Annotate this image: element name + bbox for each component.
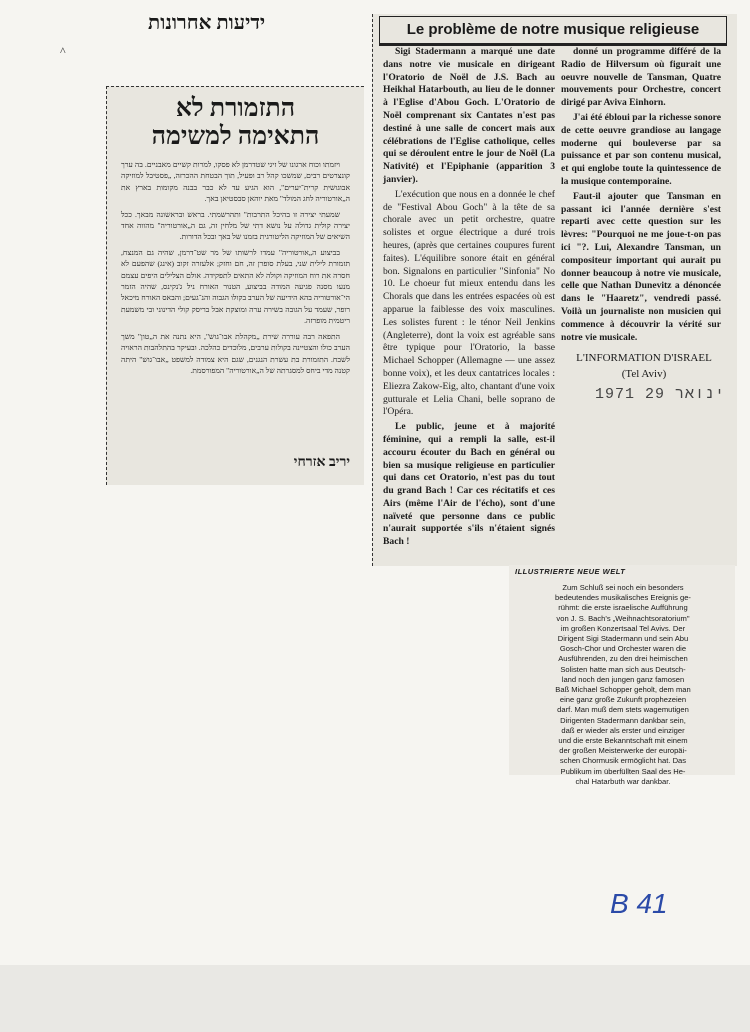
french-clipping: [372, 14, 737, 566]
german-line: land noch den jungen ganz famosen: [561, 674, 685, 684]
french-paragraph: Le public, jeune et à majorité féminine, qui a rempli la salle, est-il accouru écouter du Bach en général ou bien sa musique religieuse en particulier qui dans cet Oratorio, n'est pas du tout du grand Bach ! Car ces récitatifs et ces Airs (même l'Air de l'écho), sont d'une naïveté que personne dans ce public n'aurait supportée s'ils n'étaient signés Bach !: [383, 421, 555, 548]
french-paragraph: J'ai été ébloui par la richesse sonore de cette oeuvre grandiose au langage moderne qui bouleverse par sa puissance et par son contenu musical, et qui englobe toute la quintessence de la musique contemporaine.: [561, 111, 721, 187]
german-line: Ausführenden, zu den drei heimischen: [558, 654, 688, 664]
hebrew-clipping: [106, 86, 364, 485]
german-line: im großen Konzertsaal Tel Avivs. Der: [560, 623, 686, 633]
hebrew-paragraph: בביצוע ה„אורטוריה" עמדו לרשותו של מר שט־דרמן, שהיה גם המנצח, תזמורת לילית שני, בעלת סופרן זה, חם וחזק; אלעזרה זקוב (אינג) שהפעם לא חסרה את רוח המוזיקה וקולה לא התאים לתפקידה. אולם הצלילים היפים עצמם מנעו מסנה פגיעה המודה בביצוע, הטנור האורח ניל ג'נקינס, שהיה הזמר הי־אורטוריה בהא הידיעה של הערב בקולו הגבוה והנ־געים; והבאס האורח מיכאל רופר, שעמד על הגובה בשירה ערה ומוצקת אבל בריסק קולי הדינוני ובי משמעת ריטמית מופרזה.: [121, 247, 350, 326]
german-line: darf. Man muß dem stets wagemutigen: [557, 705, 689, 715]
german-line: Solisten hatte man sich aus Deutsch-: [560, 664, 686, 674]
corner-mark: ^: [60, 44, 66, 58]
hebrew-headline: [117, 95, 354, 151]
date-stamp: 1971 ינואר 29: [595, 386, 726, 403]
german-line: von J. S. Bach's „Weihnachtsoratorium": [556, 613, 690, 623]
source-name: L'INFORMATION D'ISRAEL: [576, 352, 712, 364]
german-line: Publikum im überfüllten Saal des He-: [560, 766, 686, 776]
german-line: rühmt: die erste israelische Aufführung: [558, 603, 688, 613]
french-paragraph: Sigi Stadermann a marqué une date dans notre vie musicale en dirigeant l'Oratorio de Noël de J.S. Bach au Heikhal Hatarbouth, au lieu de le donner à l'Eglise d'Abou Goch. L'Oratorio de Noël comprenant six Cantates n'est pas destiné à une salle de concert mais aux célébrations de l'Eglise catholique, celles qui se déroulent entre le jour de Noël (La Nativité) et l'Epiphanie (apparition 3 janvier).: [383, 46, 555, 185]
source-city: (Tel Aviv): [621, 368, 667, 380]
hebrew-headline-line1: התזמורת לא: [175, 95, 296, 122]
german-line: Baß Michael Schopper geholt, dem man: [555, 685, 691, 695]
french-paragraph: Faut-il ajouter que Tansman en passant ici l'année dernière s'est reparti avec cette question sur les lèvres: "Pourquoi ne me joue-t-on pas ici "?. Lui, Alexandre Tansman, un compositeur important qui aurait pu donner beaucoup à notre vie musicale, celle que Nathan Dunevitz a dénoncée dans le "Haaretz", vendredi passé. Voilà un journaliste non musicien qui commence à découvrir la vérité sur notre vie musicale.: [561, 190, 721, 343]
hebrew-article-body: [121, 159, 350, 380]
german-line: Dirigent Sigi Stadermann und sein Abu: [557, 634, 689, 644]
german-line: Dirigenten Stadermann dankbar sein,: [560, 715, 686, 725]
german-line: Zum Schluß sei noch ein besonders: [562, 583, 684, 592]
french-source: [561, 350, 727, 382]
french-paragraph: L'exécution que nous en a donnée le chef de "Festival Abou Goch" à la tête de sa chorale avec un petit orchestre, quatre solistes et orgue électrique a duré trois heures, (après que certaines coupures furent faites). L'équilibre sonore était en général bon. Signalons en particulier "Sinfonia" No 10. Le choeur fut mieux entendu dans les Chorals que dans les entrées espacées où est apparue la faiblesse des voix masculines. Les solistes furent : le ténor Neil Jenkins (Angleterre), dont la voix est agréable sans être typique pour l'Oratorio, la basse Michael Schopper (Allemagne — une assez bonne voix), et les deux cantatrices locales : Eliezra Zakow-Eig, alto, chantant d'une voix gutturale et Lelia Chani, belle soprano de l'Opéra.: [383, 188, 555, 418]
german-line: chal Hatarbuth war dankbar.: [575, 776, 671, 786]
german-line: schen Chormusik ermöglicht hat. Das: [559, 756, 687, 766]
german-line: daß er wieder als erster und einziger: [561, 725, 685, 735]
hebrew-headline-line2: התאימה למשימה: [151, 123, 320, 150]
german-clipping: [509, 565, 735, 786]
french-column-1: [383, 46, 555, 551]
scanner-bed-strip: [0, 965, 750, 1032]
german-article-body: [519, 583, 727, 787]
german-line: und die erste Bekanntschaft mit einem: [558, 736, 688, 746]
hebrew-paragraph: התפאה רבה עוררה שירת „מקהלת אבו־גוש", היא נתנה את ה„טון" משך הערב כולו והצטיינה בקולות ערבים, מלוכדים כהלכה. ובעיקר בהתלהבות הראויה לשבח. התזמורת בת עשרת הנגנים, שגם היא צמודה למשפט „אבו־גוש" היתה קטנה מדי ביחס למסגרתה של ה„אורטוריה" המפורסמת.: [121, 331, 350, 375]
german-line: Gosch-Chor und Orchester waren die: [559, 644, 687, 654]
hebrew-paragraph: שמעתי יצירה זו בהיכל התרבות" ותהרשמתי. בראש ובראשונה מבאך. ככל יצירה קולית גדולה על נושא דתי של מלחין זה, גם ה„אורטוריה" מהווה אחד השיאים של המוזיקה הליטורגית בזמנו של באך ובכל הדורות.: [121, 209, 350, 242]
french-column-2: [561, 46, 721, 346]
french-paragraph: donné un programme différé de la Radio de Hilversum où figurait une oeuvre nouvelle de Tansman, Quatre mouvements pour Orchestre, concert dirigé par Aviva Einhorn.: [561, 46, 721, 109]
french-headline: Le problème de notre musique religieuse: [379, 16, 727, 46]
german-line: der großen Meisterwerke der europäi-: [559, 746, 687, 756]
german-masthead: ILLUSTRIERTE NEUE WELT: [515, 567, 626, 576]
archive-mark: B 41: [610, 888, 668, 919]
hebrew-masthead: ידיעות אחרונות: [148, 12, 266, 34]
german-line: eine ganz große Zukunft prophezeien: [559, 695, 687, 705]
german-line: bedeutendes musikalisches Ereignis ge-: [555, 593, 691, 603]
hebrew-author: יריב אזרחי: [293, 455, 350, 470]
hebrew-paragraph: ויזמתו וכוח ארגונו של זיגי שטדרמן לא פסקו, למרות קשיים מאבניים. בה ערך קונצרטים רבים, שמשכו קהל רב ופעיל, תוך הבטחת ההכרזה, „פסטיבל למוזיקה אבוגושית קרית־יערים", הוא הגיע עד לא כבר בבנה מקומות בארץ את ה„אורטוריה לחג המולד" מאת יוהאן סבסטיאן באך.: [121, 160, 350, 204]
